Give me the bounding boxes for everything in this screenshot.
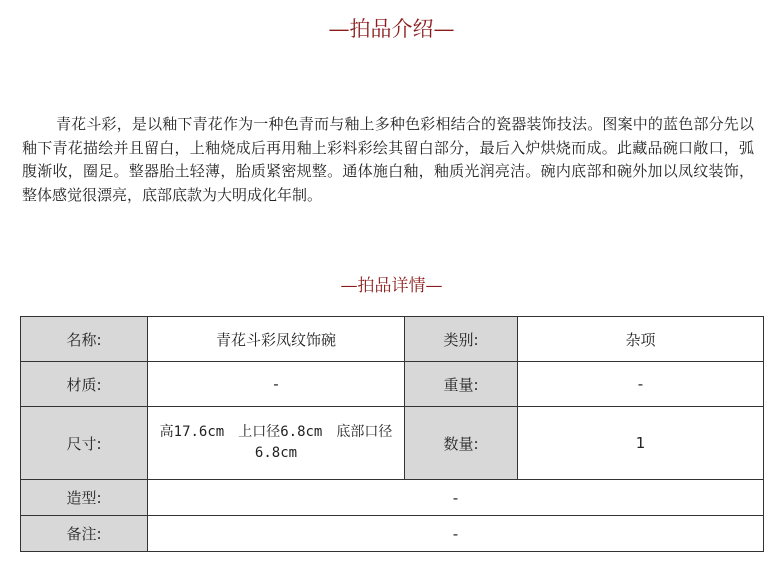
details-table [20, 316, 764, 552]
table-row-size [21, 407, 764, 480]
material-label: 材质: [21, 362, 148, 407]
quantity-label: 数量: [405, 407, 518, 480]
category-label: 类别: [405, 317, 518, 362]
shape-value: - [148, 480, 764, 516]
size-label: 尺寸: [21, 407, 148, 480]
remark-label: 备注: [21, 516, 148, 552]
category-value: 杂项 [518, 317, 764, 362]
table-row-name [21, 317, 764, 362]
table-row-remark [21, 516, 764, 552]
table-row-shape [21, 480, 764, 516]
intro-description: 青花斗彩，是以釉下青花作为一种色青而与釉上多种色彩相结合的瓷器装饰技法。图案中的蓝色部分先以釉下青花描绘并且留白，上釉烧成后再用釉上彩料彩绘其留白部分，最后入炉烘烧而成。此藏品碗口敞口，弧腹渐收，圈足。整器胎土轻薄，胎质紧密规整。通体施白釉，釉质光润亮洁。碗内底部和碗外加以凤纹装饰，整体感觉很漂亮，底部底款为大明成化年制。 [22, 115, 754, 204]
table-row-material [21, 362, 764, 407]
material-value: - [148, 362, 405, 407]
quantity-value: 1 [518, 407, 764, 480]
remark-value: - [148, 516, 764, 552]
weight-label: 重量: [405, 362, 518, 407]
size-value: 高17.6cm 上口径6.8cm 底部口径6.8cm [148, 407, 405, 480]
weight-value: - [518, 362, 764, 407]
name-label: 名称: [21, 317, 148, 362]
shape-label: 造型: [21, 480, 148, 516]
intro-section-title: —拍品介绍— [328, 17, 455, 41]
name-value: 青花斗彩凤纹饰碗 [148, 317, 405, 362]
details-section-title: —拍品详情— [340, 276, 443, 296]
